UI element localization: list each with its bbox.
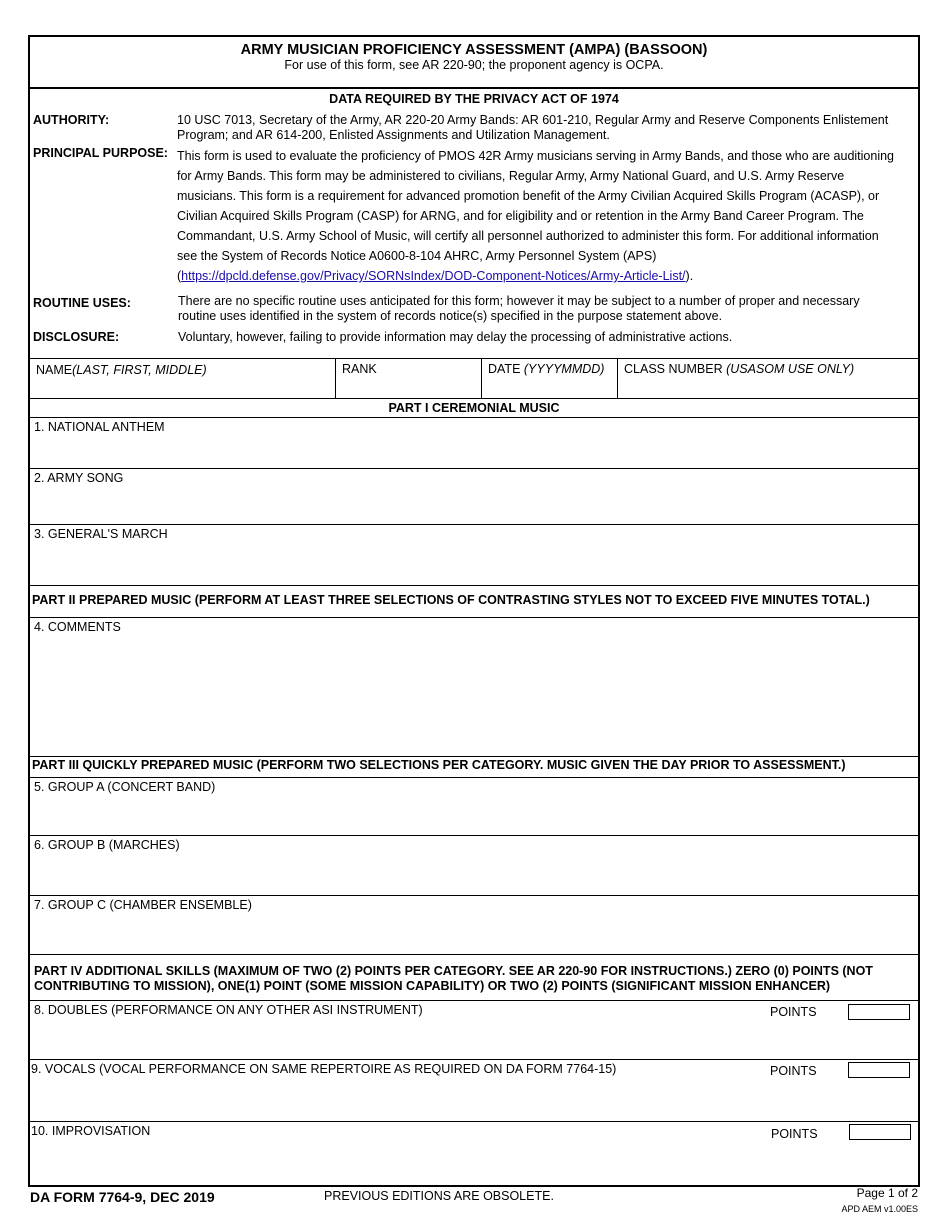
principal-purpose-block: [33, 146, 898, 286]
principal-purpose-body: This form is used to evaluate the proficiency of PMOS 42R Army musicians serving in Army Bands, and those who are auditioning for Army Bands. This form may be administered to civilians, Regular Army, Army National Guard, and U.S. Army Reserve musicians. This form is a requirement for advanced promotion benefit of the Army Civilian Acquired Skills Program (ACASP), or Civilian Acquired Skills Program (CASP) for ARNG, and for eligibility and or retention in the Army Band Career Program. The Commandant, U.S. Army School of Music, will certify all personnel authorized to administer this form. For additional information see the System of Records Notice A0600-8-104 AHRC, Army Personnel System (APS) (: [177, 149, 895, 283]
disclosure-block: [33, 330, 898, 348]
routine-uses-label: ROUTINE USES:: [33, 296, 131, 310]
improvisation-points-label: POINTS: [771, 1127, 818, 1141]
authority-text: 10 USC 7013, Secretary of the Army, AR 220-20 Army Bands: AR 601-210, Regular Army and Reserve Components Enlistement Program; and AR 614-200, Enlisted Assignments and Utilization Management.: [177, 113, 889, 142]
national-anthem-field[interactable]: [30, 418, 918, 469]
improvisation-points-input[interactable]: [849, 1124, 911, 1140]
form-subtitle: For use of this form, see AR 220-90; the proponent agency is OCPA.: [284, 58, 664, 72]
national-anthem-label: 1. NATIONAL ANTHEM: [34, 420, 165, 434]
doubles-row: [30, 1001, 918, 1060]
sorn-link[interactable]: https://dpcld.defense.gov/Privacy/SORNsIndex/DOD-Component-Notices/Army-Article-List/: [181, 269, 686, 283]
generals-march-field[interactable]: [30, 525, 918, 586]
disclosure-text: Voluntary, however, failing to provide information may delay the processing of administrative actions.: [178, 330, 733, 344]
identification-row: [30, 359, 918, 399]
vocals-label: 9. VOCALS (VOCAL PERFORMANCE ON SAME REPERTOIRE AS REQUIRED ON DA FORM 7764-15): [31, 1062, 617, 1076]
principal-purpose-label: PRINCIPAL PURPOSE:: [33, 146, 168, 160]
part1-heading: PART I CEREMONIAL MUSIC: [30, 399, 918, 418]
routine-uses-block: [33, 294, 898, 326]
name-label: NAME: [36, 363, 73, 377]
date-field[interactable]: [482, 359, 618, 398]
privacy-act-section: [30, 89, 918, 359]
comments-field[interactable]: [30, 618, 918, 757]
group-b-label: 6. GROUP B (MARCHES): [34, 838, 180, 852]
rank-label: RANK: [342, 362, 377, 376]
doubles-points-input[interactable]: [848, 1004, 910, 1020]
part2-heading: PART II PREPARED MUSIC (PERFORM AT LEAST THREE SELECTIONS OF CONTRASTING STYLES NOT TO EXCEED FIVE MINUTES TOTAL.): [30, 586, 918, 618]
army-song-field[interactable]: [30, 469, 918, 525]
disclosure-label: DISCLOSURE:: [33, 330, 120, 344]
routine-uses-text: There are no specific routine uses anticipated for this form; however it may be subject to a number of proper and necessary routine uses identified in the system of records notice(s) specified in the purpose statement above.: [178, 294, 860, 323]
form-header: [30, 37, 918, 89]
group-b-field[interactable]: [30, 836, 918, 896]
improvisation-label: 10. IMPROVISATION: [31, 1124, 151, 1138]
date-hint: (YYYYMMDD): [523, 362, 605, 376]
authority-label: AUTHORITY:: [33, 113, 110, 127]
authority-block: [33, 113, 898, 145]
class-number-hint: (USASOM USE ONLY): [726, 362, 855, 376]
improvisation-row: [30, 1122, 918, 1184]
vocals-points-label: POINTS: [770, 1064, 817, 1078]
rank-field[interactable]: [336, 359, 482, 398]
page-indicator: Page 1 of 2: [856, 1186, 918, 1200]
principal-purpose-tail: ).: [685, 269, 694, 283]
group-a-label: 5. GROUP A (CONCERT BAND): [34, 780, 216, 794]
comments-label: 4. COMMENTS: [34, 620, 121, 634]
vocals-row: [30, 1060, 918, 1122]
name-field[interactable]: [30, 359, 336, 398]
date-label: DATE: [488, 362, 524, 376]
form-title: ARMY MUSICIAN PROFICIENCY ASSESSMENT (AMPA) (BASSOON): [240, 42, 708, 58]
part4-heading: PART IV ADDITIONAL SKILLS (MAXIMUM OF TWO (2) POINTS PER CATEGORY. SEE AR 220-90 FOR INSTRUCTIONS.) ZERO (0) POINTS (NOT CONTRIBUTING TO MISSION), ONE(1) POINT (SOME MISSION CAPABILITY) OR TWO (2) POINTS (SIGNIFICANT MISSION ENHANCER): [30, 955, 918, 1001]
form-number: DA FORM 7764-9, DEC 2019: [30, 1189, 215, 1205]
class-number-field[interactable]: [618, 359, 918, 398]
generals-march-label: 3. GENERAL'S MARCH: [34, 527, 168, 541]
part3-heading: PART III QUICKLY PREPARED MUSIC (PERFORM TWO SELECTIONS PER CATEGORY. MUSIC GIVEN THE DAY PRIOR TO ASSESSMENT.): [30, 757, 918, 778]
vocals-points-input[interactable]: [848, 1062, 910, 1078]
army-song-label: 2. ARMY SONG: [34, 471, 124, 485]
name-hint: (LAST, FIRST, MIDDLE): [72, 363, 207, 377]
doubles-label: 8. DOUBLES (PERFORMANCE ON ANY OTHER ASI INSTRUMENT): [34, 1003, 423, 1017]
group-c-label: 7. GROUP C (CHAMBER ENSEMBLE): [34, 898, 252, 912]
group-c-field[interactable]: [30, 896, 918, 955]
doubles-points-label: POINTS: [770, 1005, 817, 1019]
form-frame: [28, 35, 920, 1187]
previous-editions-note: PREVIOUS EDITIONS ARE OBSOLETE.: [324, 1189, 554, 1203]
class-number-label: CLASS NUMBER: [624, 362, 727, 376]
group-a-field[interactable]: [30, 778, 918, 836]
privacy-heading: DATA REQUIRED BY THE PRIVACY ACT OF 1974: [329, 92, 619, 106]
version-label: APD AEM v1.00ES: [841, 1204, 918, 1214]
principal-purpose-text: [177, 146, 898, 286]
